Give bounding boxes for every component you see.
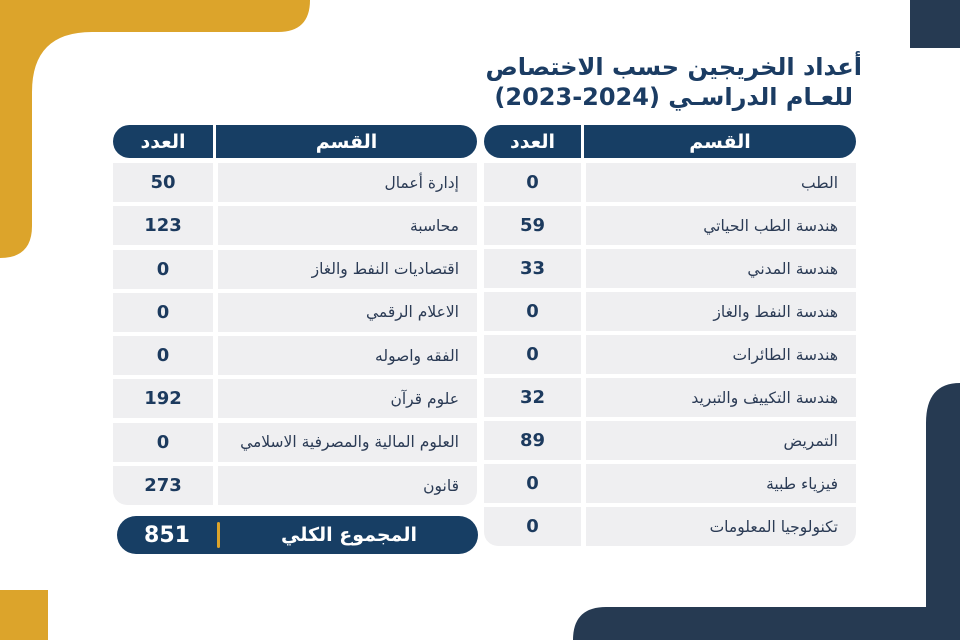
table-row (484, 464, 856, 503)
page-title-line2: للعـام الدراسـي (2024-2023) (494, 83, 854, 111)
table-row (113, 423, 477, 462)
count-cell: 0 (484, 163, 581, 202)
table-header-row (484, 125, 856, 158)
corner-decoration-bottom-left (0, 590, 48, 640)
department-cell: إدارة أعمال (218, 163, 477, 202)
page-title (485, 52, 862, 112)
table-row (484, 421, 856, 460)
table-row (113, 293, 477, 332)
department-cell: هندسة النفط والغاز (586, 292, 856, 331)
department-cell: اقتصاديات النفط والغاز (218, 250, 477, 289)
table-row (484, 335, 856, 374)
table-row (113, 163, 477, 202)
table-row (484, 249, 856, 288)
graduates-table-right (484, 125, 856, 550)
table-row (113, 379, 477, 418)
count-cell: 0 (484, 507, 581, 546)
count-cell: 0 (484, 292, 581, 331)
count-cell: 273 (113, 466, 213, 505)
count-cell: 123 (113, 206, 213, 245)
table-row (113, 336, 477, 375)
count-cell: 50 (113, 163, 213, 202)
grand-total-label: المجموع الكلي (281, 524, 417, 546)
department-cell: العلوم المالية والمصرفية الاسلامي (218, 423, 477, 462)
department-cell: الاعلام الرقمي (218, 293, 477, 332)
count-cell: 32 (484, 378, 581, 417)
column-header-count: العدد (113, 125, 213, 158)
count-cell: 89 (484, 421, 581, 460)
page-title-line1: أعداد الخريجين حسب الاختصاص (485, 53, 862, 81)
table-row (484, 378, 856, 417)
table-row (113, 466, 477, 505)
department-cell: هندسة المدني (586, 249, 856, 288)
column-header-count: العدد (484, 125, 581, 158)
department-cell: هندسة الطائرات (586, 335, 856, 374)
count-cell: 0 (113, 250, 213, 289)
count-cell: 0 (484, 464, 581, 503)
count-cell: 192 (113, 379, 213, 418)
department-cell: علوم قرآن (218, 379, 477, 418)
department-cell: هندسة الطب الحياتي (586, 206, 856, 245)
count-cell: 0 (484, 335, 581, 374)
column-header-department: القسم (216, 125, 477, 158)
table-row (113, 206, 477, 245)
corner-decoration-top-right (910, 0, 960, 48)
grand-total-bar (117, 516, 478, 554)
department-cell: التمريض (586, 421, 856, 460)
table-row (113, 250, 477, 289)
department-cell: قانون (218, 466, 477, 505)
department-cell: هندسة التكييف والتبريد (586, 378, 856, 417)
count-cell: 33 (484, 249, 581, 288)
table-row (484, 206, 856, 245)
count-cell: 0 (113, 293, 213, 332)
count-cell: 0 (113, 423, 213, 462)
table-row (484, 292, 856, 331)
department-cell: محاسبة (218, 206, 477, 245)
department-cell: الفقه واصوله (218, 336, 477, 375)
grand-total-divider (217, 522, 220, 548)
department-cell: الطب (586, 163, 856, 202)
grand-total-value: 851 (144, 522, 190, 548)
count-cell: 0 (113, 336, 213, 375)
column-header-department: القسم (584, 125, 856, 158)
table-header-row (113, 125, 477, 158)
table-row (484, 507, 856, 546)
department-cell: فيزياء طبية (586, 464, 856, 503)
table-row (484, 163, 856, 202)
graduates-table-left (113, 125, 477, 509)
department-cell: تكنولوجيا المعلومات (586, 507, 856, 546)
count-cell: 59 (484, 206, 581, 245)
